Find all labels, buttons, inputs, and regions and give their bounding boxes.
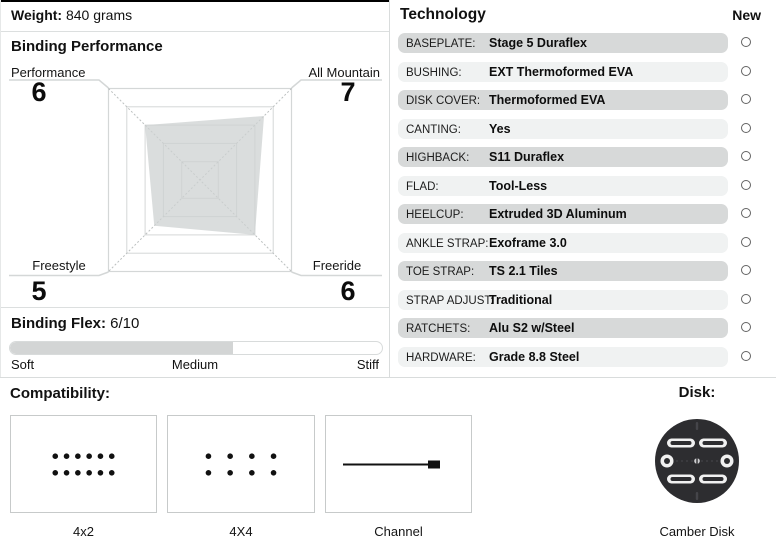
compat-item-4x2 [10,415,157,539]
tech-row [389,290,776,310]
tech-row-label: BUSHING: [406,66,462,79]
compat-item-4X4 [167,415,315,539]
tech-row-label: TOE STRAP: [406,266,475,278]
compat-label: Channel [374,524,423,539]
tech-row-pill [398,261,728,281]
tech-row-label: DISK COVER: [406,95,481,107]
disk-caption: Camber Disk [659,524,735,539]
tech-row-label: STRAP ADJUST: [406,294,494,307]
tech-row [389,318,776,338]
radar-axis-value-all-mountain: 7 [340,77,356,107]
tech-row-value: TS 2.1 Tiles [489,264,558,278]
tech-row [389,261,776,281]
binding-performance-section [1,32,389,308]
technology-section [389,0,776,377]
tech-row [389,204,776,224]
tech-row-pill [398,204,728,224]
tech-row-value: Thermoformed EVA [489,93,606,107]
compat-label: 4x2 [73,524,94,539]
new-radio[interactable] [741,208,751,218]
tech-row-value: Traditional [489,292,553,307]
binding-flex-title [11,315,139,332]
tech-row [389,33,776,53]
binding-flex-value: 6/10 [110,315,140,332]
binding-performance-title: Binding Performance [11,38,163,55]
tech-row-label: HARDWARE: [406,351,476,364]
tech-row-pill [398,90,728,110]
tech-row [389,119,776,139]
tech-row-label: BASEPLATE: [406,38,476,50]
new-column-header: New [732,7,761,23]
tech-row-pill [398,290,728,310]
radar-axis-label-freeride: Freeride [312,258,362,273]
new-radio[interactable] [741,237,751,247]
flex-scale [11,357,379,372]
new-radio[interactable] [741,94,751,104]
new-radio[interactable] [741,37,751,47]
dots-grid-icon [168,416,314,512]
disk-title: Disk: [678,384,716,401]
new-radio[interactable] [741,180,751,190]
flex-scale-stiff: Stiff [356,357,379,372]
weight-section [1,0,389,32]
weight-label: Weight: [11,7,63,23]
pattern-box-4x2 [10,415,157,513]
pattern-box-Channel [325,415,472,513]
binding-flex-section [1,308,389,379]
radar-axis-value-performance: 6 [31,77,47,107]
tech-row-label: CANTING: [406,123,461,136]
tech-row-value: Stage 5 Duraflex [489,36,587,50]
new-radio[interactable] [741,294,751,304]
tech-row-value: Exoframe 3.0 [489,235,567,250]
compatibility-title: Compatibility: [10,385,110,402]
tech-row-value: S11 Duraflex [489,150,565,164]
tech-row [389,62,776,82]
new-radio[interactable] [741,322,751,332]
tech-row-label: FLAD: [406,180,439,193]
tech-row-pill [398,176,728,196]
tech-row-label: ANKLE STRAP: [406,237,489,250]
new-radio[interactable] [741,66,751,76]
tech-row-label: HIGHBACK: [406,152,470,164]
tech-row [389,233,776,253]
binding-flex-label: Binding Flex: [11,315,106,332]
radar-axis-label-freestyle: Freestyle [32,258,86,273]
technology-rows [389,33,776,375]
new-radio[interactable] [741,351,751,361]
radar-axis-value-freestyle: 5 [31,276,47,306]
pattern-box-4X4 [167,415,315,513]
tech-row-pill [398,147,728,167]
new-radio[interactable] [741,123,751,133]
new-radio[interactable] [741,151,751,161]
flex-bar-fill [10,342,233,354]
channel-line-icon [326,416,471,512]
tech-row [389,176,776,196]
tech-row-value: EXT Thermoformed EVA [489,64,634,79]
tech-row-pill [398,233,728,253]
technology-title: Technology [400,6,486,23]
tech-row-value: Grade 8.8 Steel [489,349,580,364]
tech-row-label: RATCHETS: [406,323,471,335]
compat-item-Channel [325,415,472,539]
tech-row-pill [398,62,728,82]
tech-row-value: Alu S2 w/Steel [489,321,575,335]
radar-axis-value-freeride: 6 [340,276,356,306]
tech-row-pill [398,318,728,338]
radar-axis-label-performance: Performance [11,65,86,80]
tech-row-pill [398,347,728,367]
tech-row [389,90,776,110]
tech-row [389,147,776,167]
flex-scale-soft: Soft [11,357,35,372]
tech-row [389,347,776,367]
compat-label: 4X4 [229,524,253,539]
dots-grid-icon [11,416,156,512]
tech-row-value: Extruded 3D Aluminum [489,207,627,221]
flex-scale-medium: Medium [171,357,219,372]
tech-row-pill [398,119,728,139]
tech-row-label: HEELCUP: [406,209,464,221]
weight-value: 840 grams [65,7,133,23]
flex-bar-track [9,341,383,355]
left-column [0,0,390,377]
new-radio[interactable] [741,265,751,275]
radar-axis-label-all-mountain: All Mountain [308,65,380,80]
tech-row-value: Yes [489,121,511,136]
camber-disk-image [654,418,740,504]
tech-row-value: Tool-Less [489,178,548,193]
compatibility-disk-section [0,377,776,548]
tech-row-pill [398,33,728,53]
